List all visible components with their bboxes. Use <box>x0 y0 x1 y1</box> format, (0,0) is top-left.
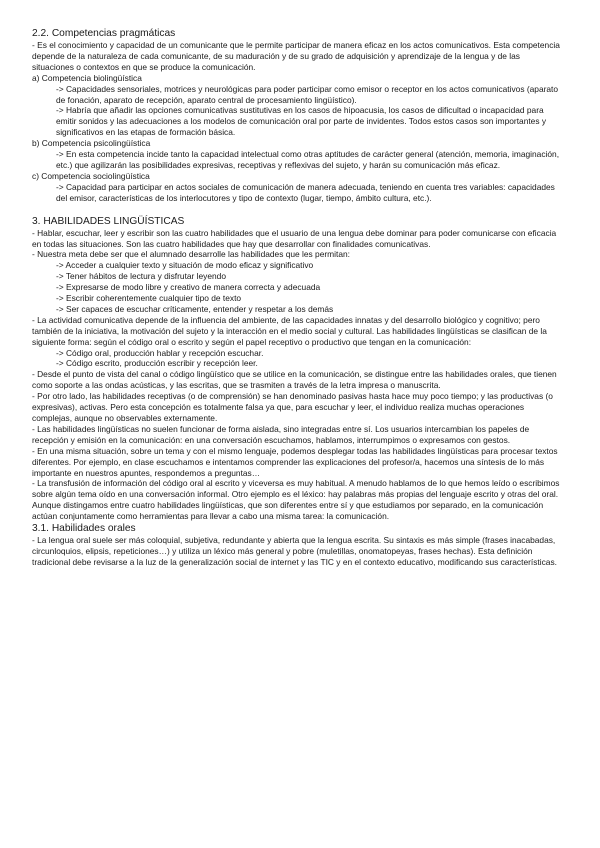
section-3-paragraph-8: - La transfusión de información del código oral al escrito y viceversa es muy habitual. A menudo hablamos de lo que hemos leído o escribimos sobre algún tema oído en una conversación informal. Otro ejemplo es el léxico: hay palabras más propias del lenguaje escrito y otras del oral. Aunque distingamos entre cuatro habilidades lingüísticas, que son diferentes entre sí y que estudiamos por separado, en la comunicación actúan conjuntamente como herramientas para llevar a cabo una misma tarea: la comunicación. <box>32 478 560 522</box>
code-item: -> Código escrito, producción escribir y recepción leer. <box>56 358 258 369</box>
section-3-paragraph-1: - Hablar, escuchar, leer y escribir son las cuatro habilidades que el usuario de una lengua debe dominar para poder comunicarse con eficacia en todas las situaciones. Son las cuatro habilidades que hay que desarrollar con finalidades comunicativas. <box>32 227 557 249</box>
competence-c-item-1: -> Capacidad para participar en actos sociales de comunicación de manera adecuada, teniendo en cuenta tres variables: capacidades del emisor, características de los interlocutores y tipo de contexto (lugar, tiempo, ámbito cultura, etc.). <box>56 181 555 203</box>
section-3-paragraph-7: - En una misma situación, sobre un tema y con el mismo lenguaje, podemos desplegar todas las habilidades lingüísticas para procesar textos diferentes. Por ejemplo, en clase escuchamos e intentamos comprender las explicaciones del profesor/a, hacemos una síntesis de lo más importante en nuestros apuntes, respondemos a preguntas… <box>32 445 558 478</box>
code-item: -> Código oral, producción hablar y recepción escuchar. <box>56 347 264 358</box>
section-3-paragraph-6: - Las habilidades lingüísticas no suelen funcionar de forma aislada, sino integradas entre sí. Los usuarios intercambian los papeles de recepción y emisión en la comunicación: en una conversación escuchamos, hablamos, interrumpimos o expresamos con gestos. <box>32 423 530 445</box>
section-2-2-intro: - Es el conocimiento y capacidad de un comunicante que le permite participar de manera eficaz en los actos comunicativos. Esta competencia depende de la naturaleza de cada comunicante, de su maduración y de su grado de adquisición y aprendizaje de la lengua y de las situaciones o contextos en que se produce la comunicación. <box>32 40 560 72</box>
section-3-paragraph-2: - Nuestra meta debe ser que el alumnado desarrolle las habilidades que les permitan: <box>32 249 350 260</box>
competence-c-title: c) Competencia sociolingüística <box>32 170 150 181</box>
section-spacer <box>32 204 560 215</box>
section-2-2-heading: 2.2. Competencias pragmáticas <box>32 28 176 39</box>
goal-item: -> Escribir coherentemente cualquier tipo de texto <box>56 293 242 304</box>
section-3-1-heading: 3.1. Habilidades orales <box>32 523 136 535</box>
competence-a-item-2: -> Habría que añadir las opciones comunicativas sustitutivas en los casos de hipoacusia, los casos de dificultad o incapacidad para emitir sonidos y las adecuaciones a los modelos de comunicación oral por parte de invidentes. Todos estos casos son importantes y significativos en las etapas de formación básica. <box>56 105 547 138</box>
section-3-paragraph-4: - Desde el punto de vista del canal o código lingüístico que se utilice en la comunicación, se distingue entre las habilidades orales, que tienen como soporte a las ondas acústicas, y las escritas, que se trasmiten a través de la letra impresa o manuscrita. <box>32 369 557 391</box>
section-3-heading: 3. HABILIDADES LINGÜÍSTICAS <box>32 215 185 227</box>
section-3-1-paragraph-1: - La lengua oral suele ser más coloquial, subjetiva, redundante y abierta que la lengua escrita. Su sintaxis es más simple (frases inacabadas, circunloquios, elipsis, repeticiones…) y utiliza un léxico más general y pobre (muletillas, onomatopeyas, frases hechas). Esta definición tradicional debe revisarse a la luz de la generalización social de internet y las TIC y en el contexto educativo, modificando sus características. <box>32 535 557 567</box>
competence-b-title: b) Competencia psicolingüística <box>32 138 151 149</box>
competence-a-title: a) Competencia biolingüística <box>32 72 142 83</box>
competence-b-item-1: -> En esta competencia incide tanto la capacidad intelectual como otras aptitudes de carácter general (atención, memoria, imaginación, etc.) que agilizarán las posibilidades expresivas, receptivas y reflexivas del sujeto, y harán su comunicación más eficaz. <box>56 149 560 170</box>
section-3-paragraph-3: - La actividad comunicativa depende de la influencia del ambiente, de las capacidades innatas y del desarrollo biológico y cognitivo; pero también de la iniciativa, la motivación del sujeto y la interacción en el medio social y cultural. Las habilidades lingüísticas se clasifican de la siguiente forma: según el código oral o escrito y según el papel receptivo o productivo que tengan en la comunicación: <box>32 314 547 347</box>
goal-item: -> Ser capaces de escuchar críticamente, entender y respetar a los demás <box>56 303 334 314</box>
competence-a-item-1: -> Capacidades sensoriales, motrices y neurológicas para poder participar como emisor o receptor en los actos comunicativos (aparato de fonación, aparato de recepción, aparato central de procesamiento lingüístico). <box>56 83 559 105</box>
section-3-paragraph-5: - Por otro lado, las habilidades receptivas (o de comprensión) se han denominado pasivas hasta hace muy poco tiempo; y las productivas (o expresivas), activas. Pero esta concepción es totalmente falsa ya que, para escuchar y leer, el individuo realiza muchas operaciones complejas, aunque no observables externamente. <box>32 391 553 423</box>
goal-item: -> Expresarse de modo libre y creativo de manera correcta y adecuada <box>56 282 321 293</box>
goal-item: -> Tener hábitos de lectura y disfrutar leyendo <box>56 271 227 282</box>
goal-item: -> Acceder a cualquier texto y situación de modo eficaz y significativo <box>56 260 314 271</box>
